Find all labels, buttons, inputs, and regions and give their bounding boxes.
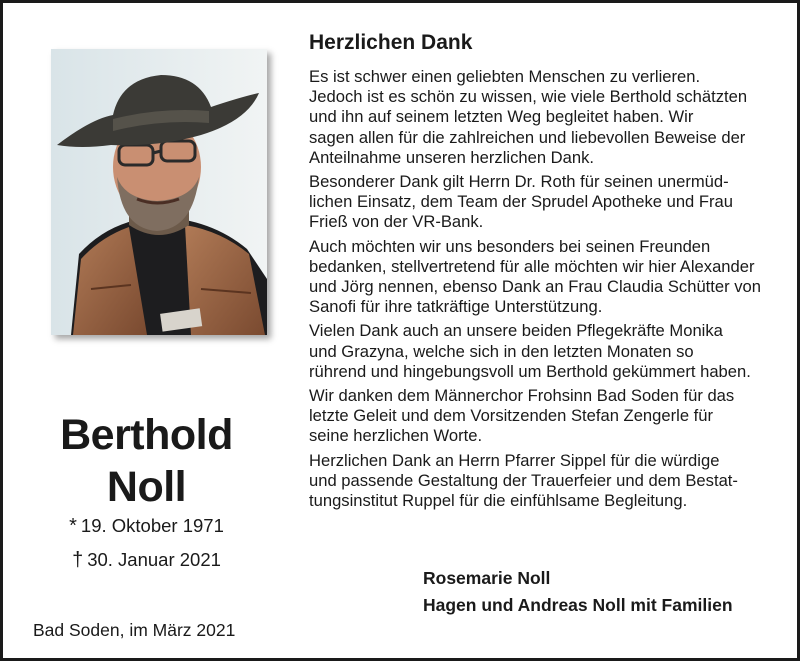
birth-date-line [33, 515, 260, 537]
signature-2: Hagen und Andreas Noll mit Familien [423, 595, 733, 615]
paragraph-2: Besonderer Dank gilt Herrn Dr. Roth für seinen unermüd- lichen Einsatz, dem Team der Sprudel Apotheke und Frau Frieß von der VR-Bank. [309, 172, 734, 232]
paragraph-6: Herzlichen Dank an Herrn Pfarrer Sippel für die würdige und passende Gestaltung der Trauerfeier und dem Bestat- tungsinstitut Ruppel für die einfühlsame Begleitung. [309, 450, 738, 511]
place-date: Bad Soden, im März 2021 [33, 620, 236, 640]
heading: Herzlichen Dank [309, 31, 473, 54]
portrait-photo [51, 49, 267, 335]
deceased-first-name: Berthold [60, 411, 233, 459]
birth-symbol: * [69, 515, 77, 537]
paragraph-4: Vielen Dank auch an unsere beiden Pflegekräfte Monika und Grazyna, welche sich in den letzten Monaten so rührend und hingebungsvoll um Berthold gekümmert haben. [309, 321, 751, 381]
paragraph-5: Wir danken dem Männerchor Frohsinn Bad Soden für das letzte Geleit und dem Vorsitzenden Stefan Zengerle für seine herzlichen Worte. [309, 386, 735, 446]
cross-symbol: † [72, 549, 84, 571]
birth-date: 19. Oktober 1971 [80, 515, 224, 536]
paragraph-1: Es ist schwer einen geliebten Menschen zu verlieren. Jedoch ist es schön zu wissen, wie viele Berthold schätzten und ihn auf seinem letzten Weg begleitet haben. Wir sagen allen für die zahlreichen und liebevollen Beweise der Anteilnahme unseren herzlichen Dank. [309, 67, 748, 167]
thank-you-text [309, 67, 773, 515]
paragraph-3: Auch möchten wir uns besonders bei seinen Freunden bedanken, stellvertretend für alle möchten wir hier Alexander und Jörg nennen, ebenso Dank an Frau Claudia Schütter von Sanofi für ihre tatkräftige Unterstützung. [309, 236, 762, 317]
deceased-last-name: Noll [106, 463, 187, 511]
death-date-line [33, 549, 260, 571]
death-date: 30. Januar 2021 [87, 549, 221, 570]
signature-1: Rosemarie Noll [423, 568, 551, 588]
